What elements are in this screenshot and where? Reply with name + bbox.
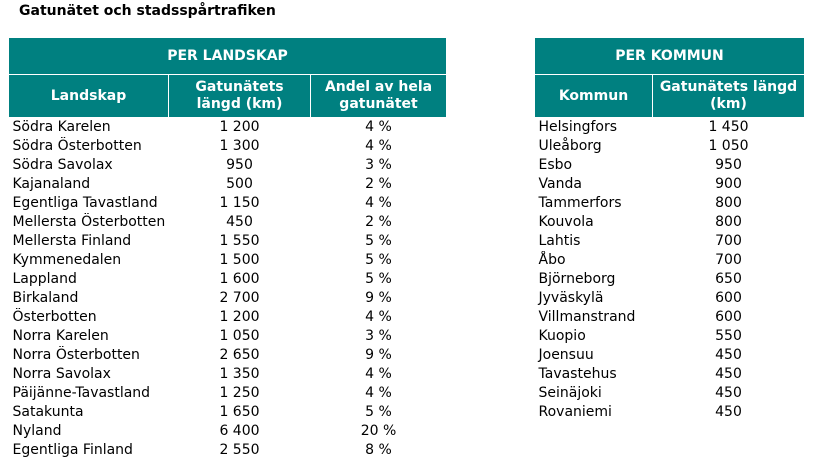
table-row — [9, 441, 447, 460]
kommun-table-body — [535, 118, 805, 423]
langd-cell: 1 200 — [219, 119, 260, 135]
langd-cell: 500 — [226, 176, 253, 192]
kommun-cell: Rovaniemi — [538, 404, 612, 420]
langd-cell: 650 — [715, 271, 742, 287]
langd-cell: 450 — [226, 214, 253, 230]
landskap-cell: Kajanaland — [12, 176, 91, 192]
kommun-cell: Jyväskylä — [538, 290, 604, 306]
landskap-cell: Nyland — [12, 423, 62, 439]
langd-cell: 2 550 — [219, 442, 260, 458]
langd-cell: 1 350 — [219, 366, 260, 382]
landskap-cell: Österbotten — [12, 309, 97, 325]
table-row — [9, 194, 447, 213]
page-title: Gatunätet och stadsspårtrafiken — [19, 3, 276, 19]
langd-cell: 1 050 — [219, 328, 260, 344]
table-row — [535, 365, 805, 384]
landskap-cell: Lappland — [12, 271, 77, 287]
andel-cell: 3 % — [365, 328, 392, 344]
table-row — [535, 289, 805, 308]
landskap-cell: Egentliga Tavastland — [12, 195, 158, 211]
andel-cell: 20 % — [360, 423, 397, 439]
kommun-cell: Åbo — [538, 252, 566, 268]
langd-cell: 800 — [715, 195, 742, 211]
kommun-cell: Helsingfors — [538, 119, 618, 135]
landskap-cell: Norra Savolax — [12, 366, 111, 382]
landskap-cell: Norra Karelen — [12, 328, 109, 344]
andel-cell: 4 % — [365, 119, 392, 135]
table-row — [9, 213, 447, 232]
langd-cell: 450 — [715, 366, 742, 382]
langd-cell: 1 500 — [219, 252, 260, 268]
kommun-cell: Joensuu — [538, 347, 594, 363]
col-header-kommun: Kommun — [535, 75, 653, 118]
table-row — [9, 232, 447, 251]
table-row — [9, 156, 447, 175]
table-row — [9, 327, 447, 346]
langd-cell: 1 650 — [219, 404, 260, 420]
andel-cell: 2 % — [365, 176, 392, 192]
langd-cell: 550 — [715, 328, 742, 344]
langd-cell: 1 600 — [219, 271, 260, 287]
andel-cell: 4 % — [365, 366, 392, 382]
andel-cell: 3 % — [365, 157, 392, 173]
table-row — [9, 251, 447, 270]
landskap-cell: Mellersta Finland — [12, 233, 132, 249]
kommun-cell: Kuopio — [538, 328, 586, 344]
kommun-cell: Lahtis — [538, 233, 581, 249]
kommun-cell: Björneborg — [538, 271, 616, 287]
table-row — [9, 118, 447, 138]
table-row — [535, 175, 805, 194]
col-header-langd: Gatunätets längd (km) — [169, 75, 311, 118]
col-header-landskap: Landskap — [9, 75, 169, 118]
landskap-band-header: PER LANDSKAP — [9, 38, 447, 75]
landskap-cell: Birkaland — [12, 290, 79, 306]
table-row — [9, 422, 447, 441]
andel-cell: 5 % — [365, 271, 392, 287]
langd-cell: 1 050 — [708, 138, 749, 154]
landskap-table-body — [9, 118, 447, 461]
langd-cell: 700 — [715, 233, 742, 249]
table-row — [9, 365, 447, 384]
kommun-cell: Seinäjoki — [538, 385, 602, 401]
table-row — [535, 156, 805, 175]
langd-cell: 900 — [715, 176, 742, 192]
langd-cell: 450 — [715, 347, 742, 363]
table-row — [9, 137, 447, 156]
landskap-cell: Södra Österbotten — [12, 138, 142, 154]
langd-cell: 2 700 — [219, 290, 260, 306]
langd-cell: 1 550 — [219, 233, 260, 249]
table-row — [9, 289, 447, 308]
langd-cell: 600 — [715, 290, 742, 306]
table-row — [9, 308, 447, 327]
table-row — [535, 403, 805, 422]
table-row — [535, 308, 805, 327]
langd-cell: 800 — [715, 214, 742, 230]
andel-cell: 4 % — [365, 195, 392, 211]
table-row — [9, 384, 447, 403]
andel-cell: 9 % — [365, 290, 392, 306]
kommun-cell: Uleåborg — [538, 138, 602, 154]
table-row — [9, 346, 447, 365]
landskap-cell: Kymmenedalen — [12, 252, 122, 268]
landskap-table — [8, 37, 447, 460]
kommun-cell: Tavastehus — [538, 366, 617, 382]
langd-cell: 6 400 — [219, 423, 260, 439]
table-row — [535, 232, 805, 251]
table-row — [535, 194, 805, 213]
landskap-cell: Satakunta — [12, 404, 84, 420]
table-row — [9, 403, 447, 422]
kommun-table — [534, 37, 805, 422]
kommun-cell: Vanda — [538, 176, 582, 192]
langd-cell: 950 — [226, 157, 253, 173]
col-header-andel: Andel av hela gatunätet — [311, 75, 447, 118]
table-row — [9, 175, 447, 194]
col-header-kommun-langd: Gatunätets längd (km) — [653, 75, 805, 118]
kommun-band-header: PER KOMMUN — [535, 38, 805, 75]
langd-cell: 950 — [715, 157, 742, 173]
andel-cell: 4 % — [365, 309, 392, 325]
kommun-cell: Tammerfors — [538, 195, 622, 211]
table-row — [535, 346, 805, 365]
langd-cell: 1 150 — [219, 195, 260, 211]
table-row — [535, 137, 805, 156]
landskap-cell: Södra Savolax — [12, 157, 113, 173]
kommun-cell: Esbo — [538, 157, 573, 173]
andel-cell: 4 % — [365, 138, 392, 154]
table-row — [535, 384, 805, 403]
andel-cell: 4 % — [365, 385, 392, 401]
table-row — [535, 118, 805, 138]
table-row — [535, 213, 805, 232]
langd-cell: 600 — [715, 309, 742, 325]
landskap-cell: Egentliga Finland — [12, 442, 133, 458]
andel-cell: 5 % — [365, 233, 392, 249]
langd-cell: 1 300 — [219, 138, 260, 154]
landskap-cell: Päijänne-Tavastland — [12, 385, 151, 401]
kommun-cell: Villmanstrand — [538, 309, 636, 325]
table-row — [535, 251, 805, 270]
landskap-cell: Mellersta Österbotten — [12, 214, 166, 230]
andel-cell: 5 % — [365, 404, 392, 420]
andel-cell: 5 % — [365, 252, 392, 268]
table-row — [535, 327, 805, 346]
andel-cell: 8 % — [365, 442, 392, 458]
landskap-cell: Södra Karelen — [12, 119, 111, 135]
langd-cell: 700 — [715, 252, 742, 268]
kommun-cell: Kouvola — [538, 214, 594, 230]
langd-cell: 1 450 — [708, 119, 749, 135]
langd-cell: 1 200 — [219, 309, 260, 325]
andel-cell: 9 % — [365, 347, 392, 363]
langd-cell: 450 — [715, 404, 742, 420]
langd-cell: 2 650 — [219, 347, 260, 363]
andel-cell: 2 % — [365, 214, 392, 230]
table-row — [535, 270, 805, 289]
langd-cell: 450 — [715, 385, 742, 401]
landskap-cell: Norra Österbotten — [12, 347, 140, 363]
langd-cell: 1 250 — [219, 385, 260, 401]
table-row — [9, 270, 447, 289]
